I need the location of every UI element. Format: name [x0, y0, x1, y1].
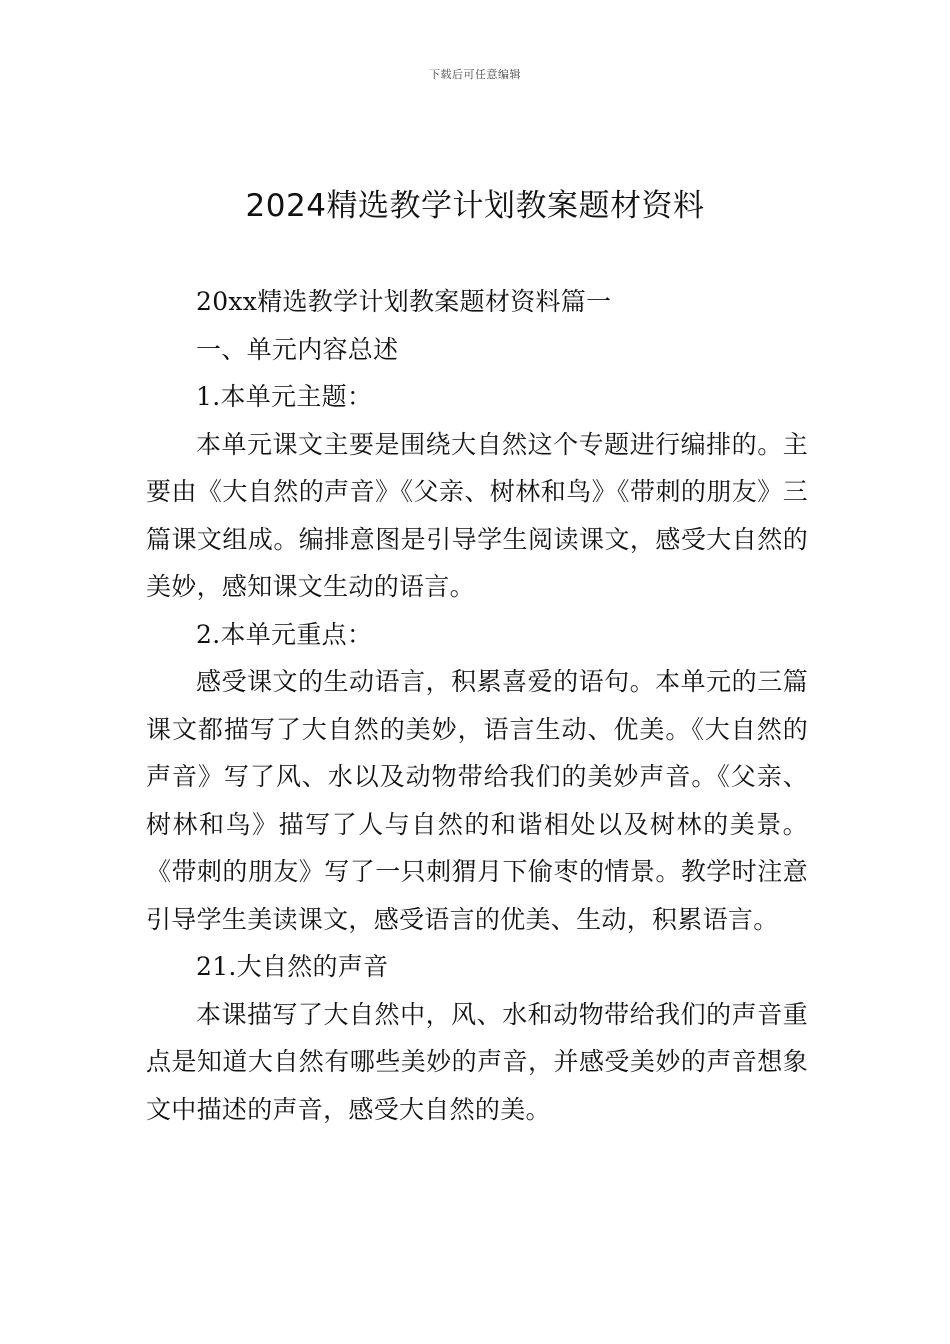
- subsection-heading: 一、单元内容总述: [196, 334, 399, 364]
- item-heading: 2.本单元重点：: [196, 619, 373, 649]
- paragraph: 感受课文的生动语言，积累喜爱的语句。本单元的三篇课文都描写了大自然的美妙，语言生动、优美。《大自然的声音》写了风、水以及动物带给我们的美妙声音。《父亲、树林和鸟》描写了人与自然的和谐相处以及树林的美景。《带刺的朋友》写了一只刺猬月下偷枣的情景。教学时注意引导学生美读课文，感受语言的优美、生动，积累语言。: [146, 667, 808, 934]
- document-body: [146, 278, 808, 1133]
- paragraph: 本课描写了大自然中，风、水和动物带给我们的声音重点是知道大自然有哪些美妙的声音，并感受美妙的声音想象文中描述的声音，感受大自然的美。: [146, 999, 808, 1124]
- document-title: 2024精选教学计划教案题材资料: [245, 188, 705, 224]
- lesson-heading: 21.大自然的声音: [196, 952, 389, 981]
- header-note: 下载后可任意编辑: [429, 68, 521, 81]
- section-heading: 20xx精选教学计划教案题材资料篇一: [196, 287, 612, 316]
- paragraph: 本单元课文主要是围绕大自然这个专题进行编排的。主要由《大自然的声音》《父亲、树林和鸟》《带刺的朋友》三篇课文组成。编排意图是引导学生阅读课文，感受大自然的美妙，感知课文生动的语言。: [146, 429, 808, 601]
- item-heading: 1.本单元主题：: [196, 382, 373, 411]
